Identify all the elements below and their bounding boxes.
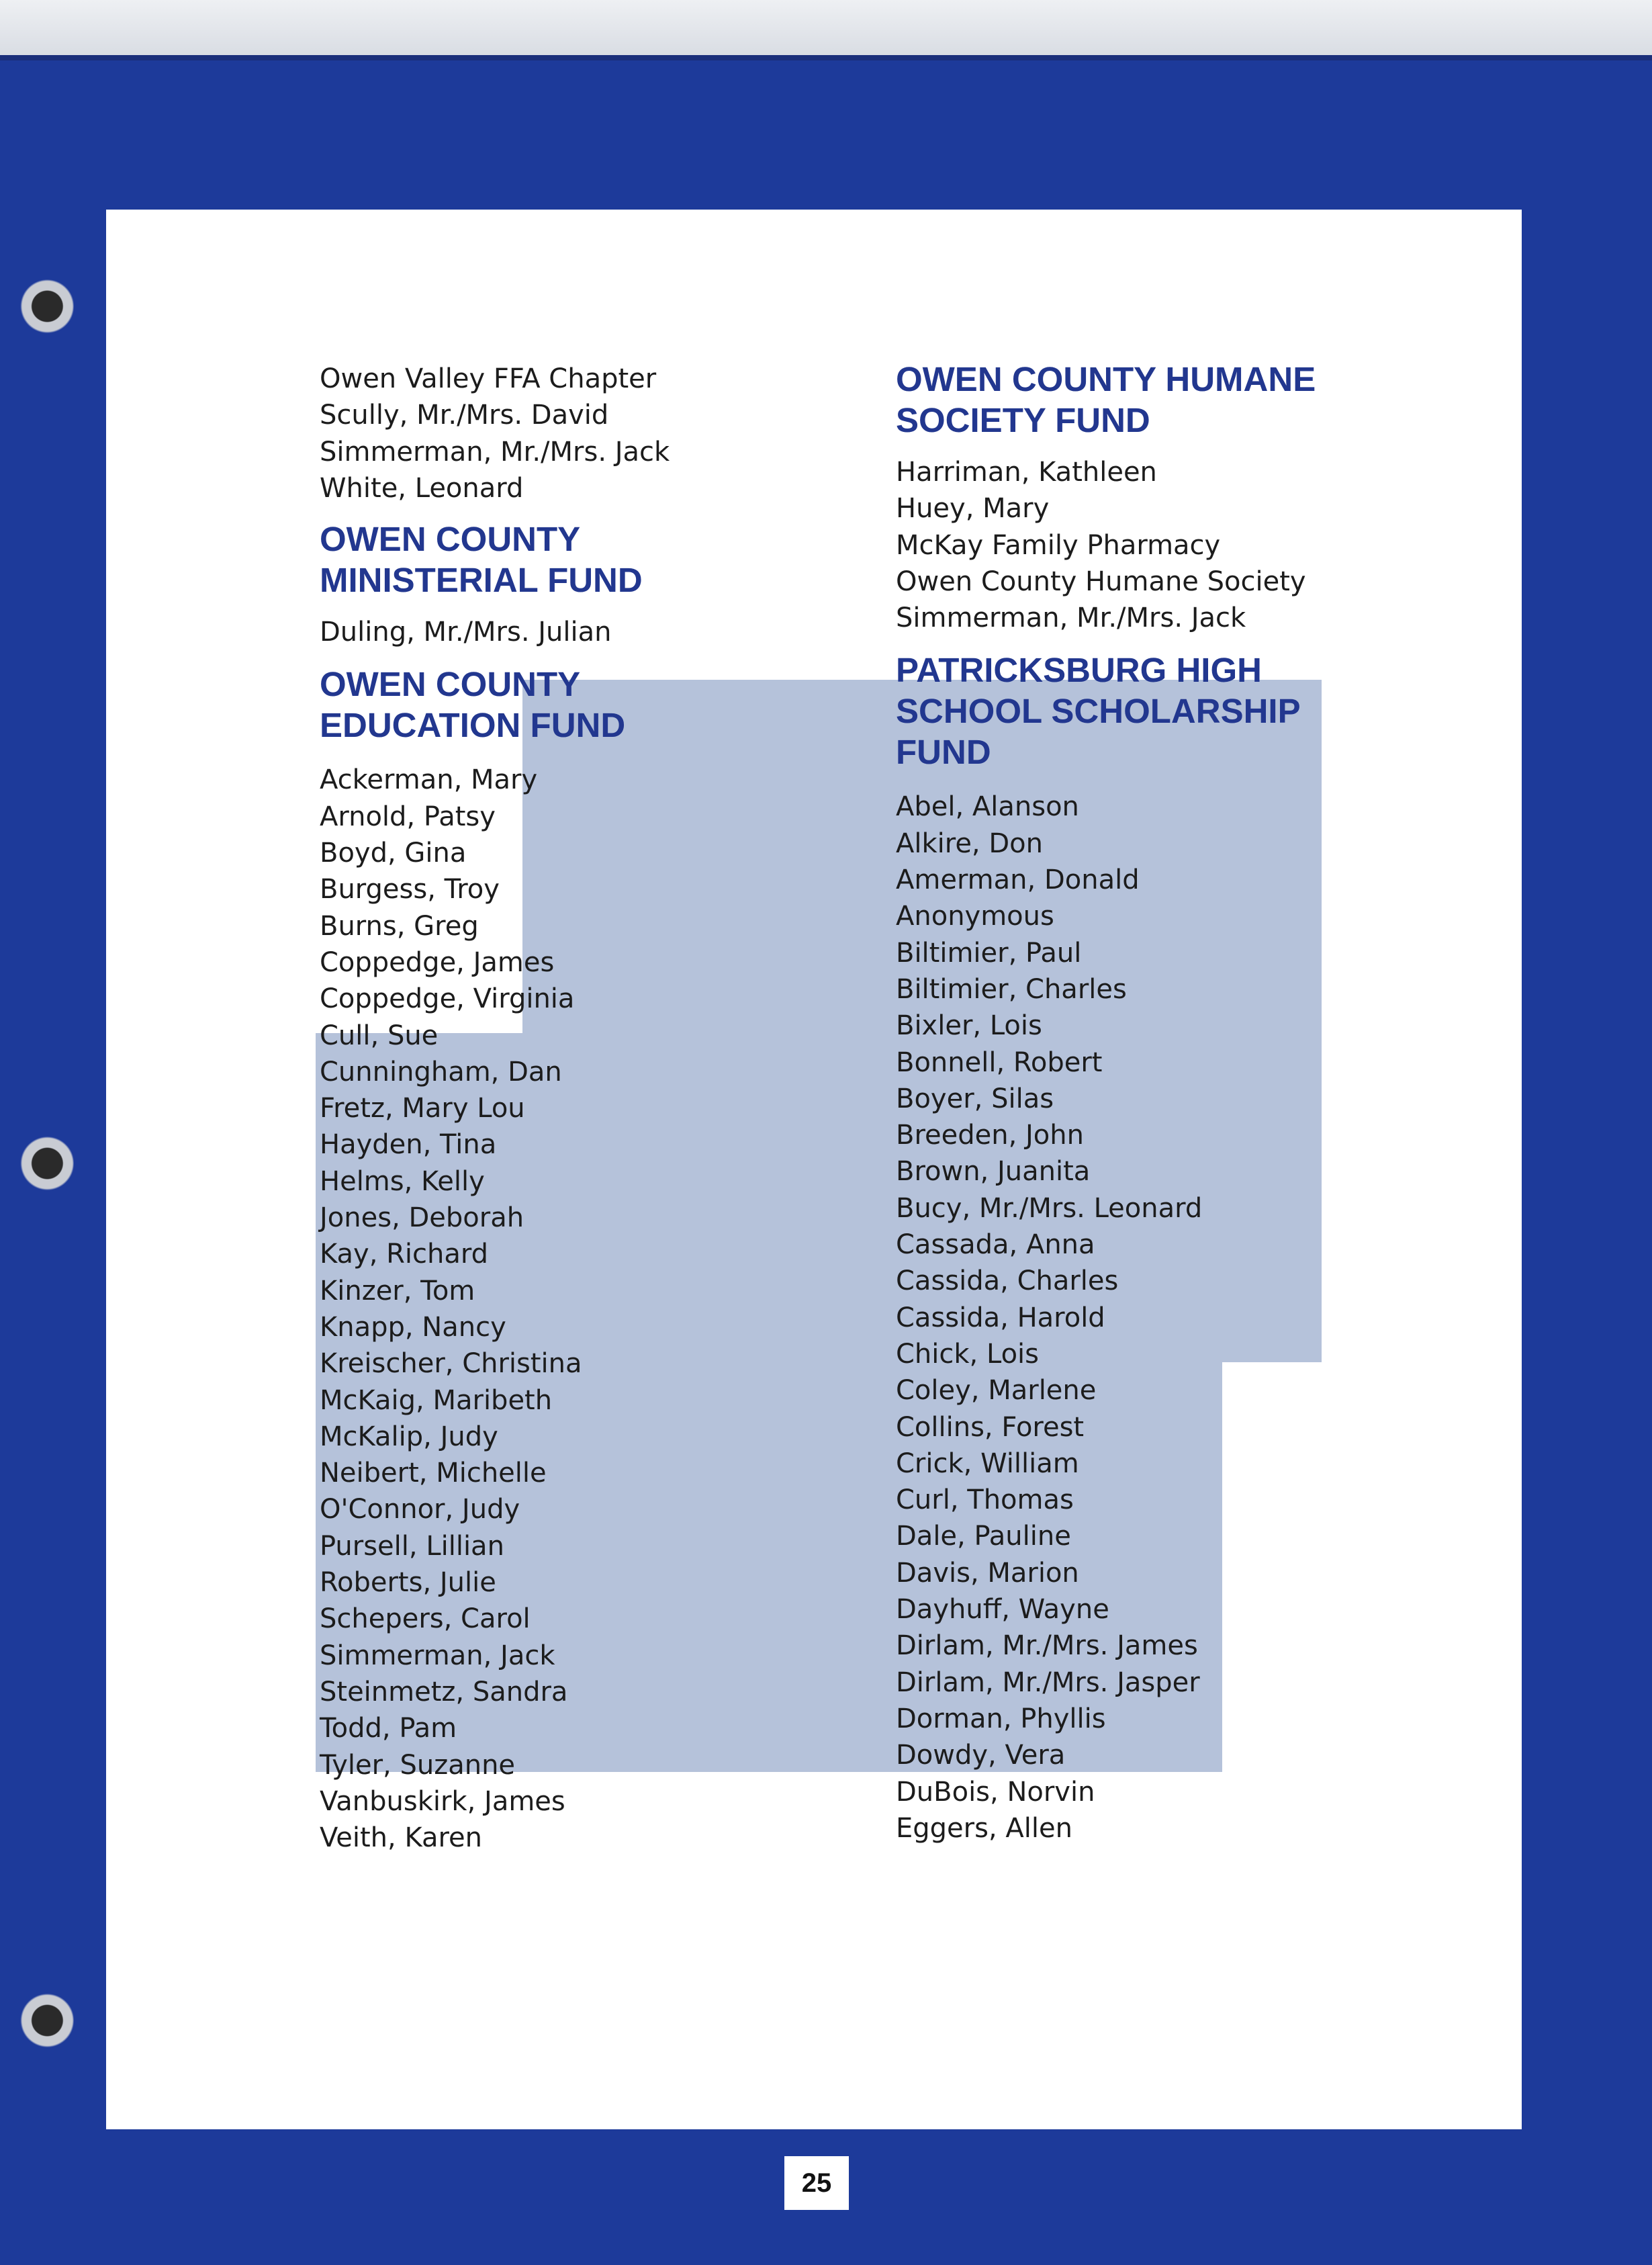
list-item: Simmerman, Mr./Mrs. Jack [896,603,1246,634]
binder-hole-top [15,275,74,337]
list-item: McKay Family Pharmacy [896,529,1221,561]
list-item: Dirlam, Mr./Mrs. James [896,1630,1198,1662]
list-item: Burns, Greg [320,910,479,942]
list-item: Biltimier, Charles [896,973,1127,1005]
list-item: Kay, Richard [320,1239,489,1270]
list-item: Burgess, Troy [320,874,500,905]
list-item: Coley, Marlene [896,1375,1097,1407]
list-item: Harriman, Kathleen [896,457,1157,488]
patricksburg-fund-heading [896,650,1500,772]
list-item: Breeden, John [896,1120,1084,1151]
binder-hole-middle [15,1132,74,1194]
heading-line: FUND [896,733,991,772]
humane-society-fund-list [896,454,1500,636]
heading-line: OWEN COUNTY [320,520,581,559]
list-item: Helms, Kelly [320,1165,485,1197]
list-item: Ackerman, Mary [320,764,538,796]
list-item: Scully, Mr./Mrs. David [320,400,609,431]
list-item: Pursell, Lillian [320,1530,504,1562]
heading-line: MINISTERIAL FUND [320,561,643,600]
heading-line: SCHOOL SCHOLARSHIP [896,692,1301,731]
list-item: Dayhuff, Wayne [896,1594,1109,1626]
list-item: Duling, Mr./Mrs. Julian [320,617,612,648]
list-item: Brown, Juanita [896,1156,1091,1188]
list-item: Alkire, Don [896,828,1043,859]
list-item: Cassida, Charles [896,1265,1119,1297]
humane-society-fund-heading [896,359,1500,441]
list-item: Amerman, Donald [896,864,1140,896]
list-item: Coppedge, Virginia [320,983,575,1015]
list-item: Todd, Pam [320,1713,457,1744]
list-item: Kreischer, Christina [320,1348,582,1380]
binder-page-edge [0,0,1652,60]
list-item: Dale, Pauline [896,1521,1071,1552]
list-item: Biltimier, Paul [896,937,1082,969]
list-item: Roberts, Julie [320,1567,496,1599]
education-fund-heading [320,664,870,746]
list-item: Vanbuskirk, James [320,1785,565,1817]
heading-line: OWEN COUNTY HUMANE [896,360,1316,398]
list-item: Knapp, Nancy [320,1311,506,1343]
list-item: Boyd, Gina [320,838,467,869]
heading-line: OWEN COUNTY [320,665,581,704]
list-item: Boyer, Silas [896,1083,1054,1114]
list-item: Cassida, Harold [896,1302,1105,1333]
list-item: Abel, Alanson [896,791,1079,823]
list-item: O'Connor, Judy [320,1494,520,1525]
list-item: Bonnell, Robert [896,1047,1103,1078]
patricksburg-fund-list [896,789,1500,1847]
list-item: Dowdy, Vera [896,1740,1066,1771]
list-item: Bucy, Mr./Mrs. Leonard [896,1192,1203,1224]
right-column [896,359,1500,1847]
list-item: Davis, Marion [896,1557,1079,1589]
list-item: Chick, Lois [896,1338,1039,1370]
heading-line: SOCIETY FUND [896,401,1150,439]
list-item: Dirlam, Mr./Mrs. Jasper [896,1667,1200,1698]
list-item: Neibert, Michelle [320,1458,547,1489]
list-item: White, Leonard [320,472,524,504]
list-item: Schepers, Carol [320,1603,531,1635]
list-item: Cassada, Anna [896,1229,1095,1261]
list-item: Dorman, Phyllis [896,1703,1106,1734]
list-item: Arnold, Patsy [320,801,496,832]
continued-name-list [320,361,870,506]
list-item: Hayden, Tina [320,1129,497,1161]
list-item: Owen County Humane Society [896,566,1306,597]
list-item: Eggers, Allen [896,1812,1072,1844]
list-item: Bixler, Lois [896,1010,1042,1042]
document-page [106,210,1522,2129]
list-item: Kinzer, Tom [320,1275,475,1306]
binder-hole-bottom [15,1990,74,2051]
list-item: Cull, Sue [320,1020,439,1051]
list-item: McKaig, Maribeth [320,1384,553,1416]
list-item: Crick, William [896,1448,1079,1479]
heading-line: PATRICKSBURG HIGH [896,651,1262,690]
list-item: McKalip, Judy [320,1421,498,1452]
ministerial-fund-heading [320,519,870,601]
list-item: Coppedge, James [320,946,555,978]
left-column [320,361,870,1856]
list-item: Curl, Thomas [896,1484,1074,1516]
list-item: Steinmetz, Sandra [320,1676,568,1707]
list-item: Veith, Karen [320,1822,483,1854]
heading-line: EDUCATION FUND [320,706,626,745]
ministerial-fund-list [320,614,870,650]
list-item: Simmerman, Jack [320,1640,555,1671]
list-item: Anonymous [896,901,1054,932]
list-item: Simmerman, Mr./Mrs. Jack [320,436,670,468]
page-number-badge [784,2156,849,2210]
list-item: Jones, Deborah [320,1202,524,1234]
education-fund-list [320,762,870,1856]
list-item: Huey, Mary [896,493,1050,525]
page-number: 25 [801,2168,832,2198]
list-item: Tyler, Suzanne [320,1749,516,1781]
list-item: Fretz, Mary Lou [320,1093,525,1124]
list-item: Collins, Forest [896,1411,1085,1443]
list-item: Owen Valley FFA Chapter [320,363,657,394]
list-item: Cunningham, Dan [320,1056,562,1087]
list-item: DuBois, Norvin [896,1776,1095,1808]
